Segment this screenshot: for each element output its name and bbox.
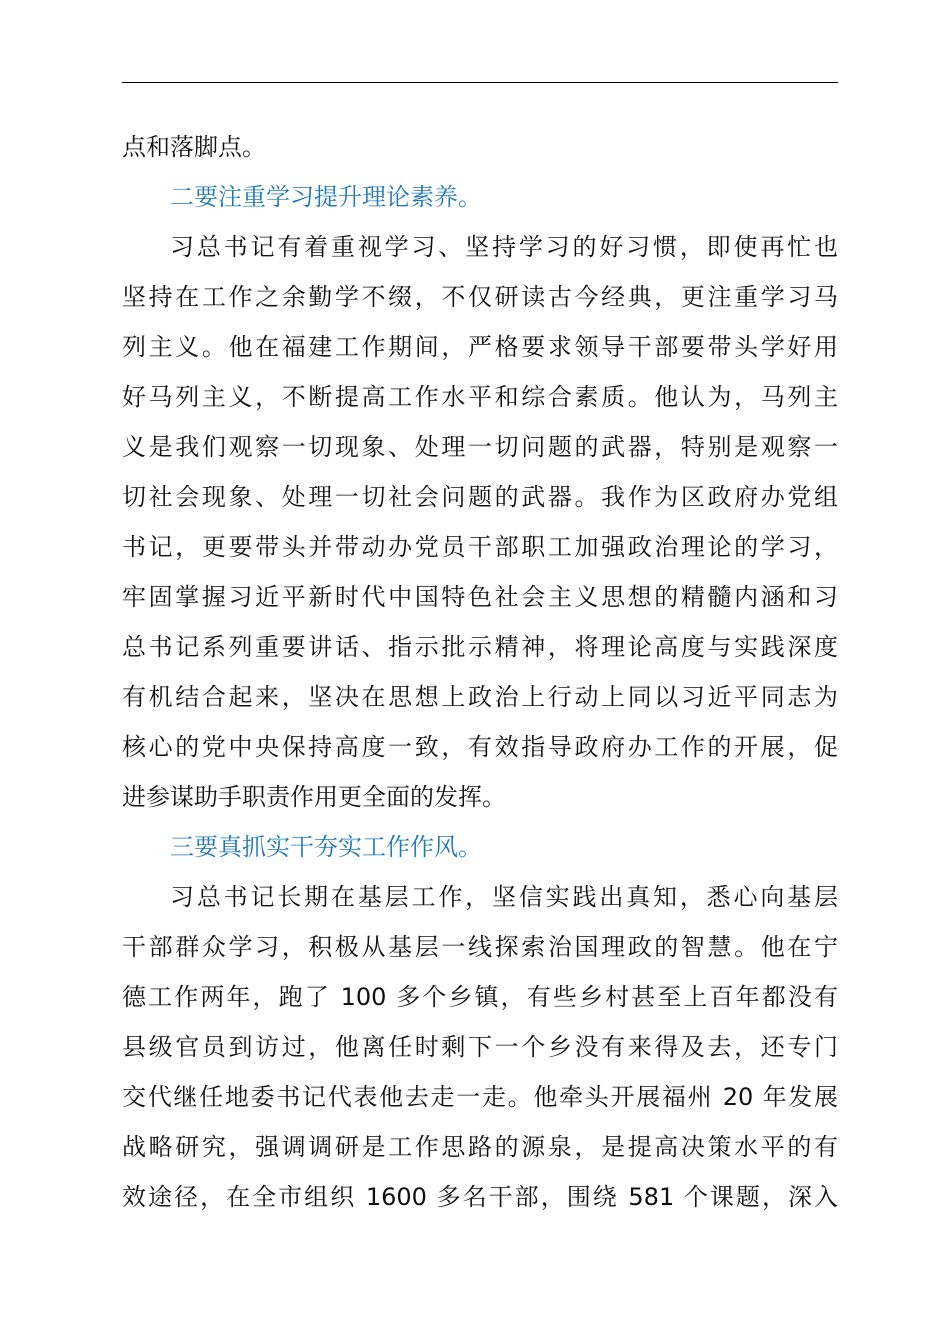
paragraph-line: 习总书记长期在基层工作，坚信实践出真知，悉心向基层: [170, 883, 838, 911]
paragraph-line: 点和落脚点。: [122, 133, 266, 161]
section-heading-3: 三要真抓实干夯实工作作风。: [170, 833, 482, 861]
paragraph-line: 好马列主义，不断提高工作水平和综合素质。他认为，马列主: [122, 383, 838, 411]
paragraph-line: 牢固掌握习近平新时代中国特色社会主义思想的精髓内涵和习: [122, 583, 838, 611]
paragraph-line: 切社会现象、处理一切社会问题的武器。我作为区政府办党组: [122, 483, 838, 511]
paragraph-line: 战略研究，强调调研是工作思路的源泉，是提高决策水平的有: [122, 1133, 838, 1161]
paragraph-line: 习总书记有着重视学习、坚持学习的好习惯，即使再忙也: [170, 233, 838, 261]
paragraph-line: 效途径，在全市组织 1600 多名干部，围绕 581 个课题，深入: [122, 1183, 838, 1211]
paragraph-line: 列主义。他在福建工作期间，严格要求领导干部要带头学好用: [122, 333, 838, 361]
section-heading-2: 二要注重学习提升理论素养。: [170, 183, 482, 211]
paragraph-line: 有机结合起来，坚决在思想上政治上行动上同以习近平同志为: [122, 683, 838, 711]
paragraph-line: 干部群众学习，积极从基层一线探索治国理政的智慧。他在宁: [122, 933, 838, 961]
paragraph-line: 进参谋助手职责作用更全面的发挥。: [122, 783, 506, 811]
paragraph-line: 德工作两年，跑了 100 多个乡镇，有些乡村甚至上百年都没有: [122, 983, 838, 1011]
paragraph-line: 坚持在工作之余勤学不缀，不仅研读古今经典，更注重学习马: [122, 283, 838, 311]
paragraph-line: 核心的党中央保持高度一致，有效指导政府办工作的开展，促: [122, 733, 838, 761]
paragraph-line: 县级官员到访过，他离任时剩下一个乡没有来得及去，还专门: [122, 1033, 838, 1061]
paragraph-line: 总书记系列重要讲话、指示批示精神，将理论高度与实践深度: [122, 633, 838, 661]
header-rule: [122, 82, 838, 83]
paragraph-line: 书记，更要带头并带动办党员干部职工加强政治理论的学习，: [122, 533, 838, 561]
paragraph-line: 义是我们观察一切现象、处理一切问题的武器，特别是观察一: [122, 433, 838, 461]
paragraph-line: 交代继任地委书记代表他去走一走。他牵头开展福州 20 年发展: [122, 1083, 838, 1111]
